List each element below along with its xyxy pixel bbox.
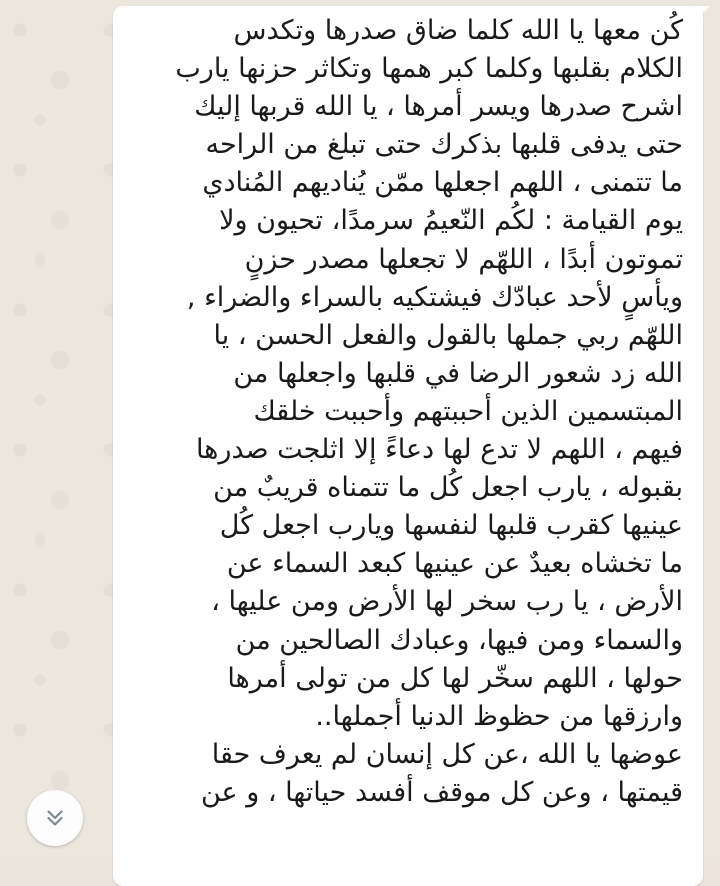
message-line: المبتسمين الذين أحببتهم وأحببت خلقك: [253, 395, 683, 427]
message-bubble[interactable]: [113, 6, 703, 886]
message-line: فيهم ، اللهم لا تدع لها دعاءً إلا اثلجت صدرها: [195, 434, 683, 466]
message-line: عوضها يا الله ،عن كل إنسان لم يعرف حقا: [211, 738, 683, 770]
message-text: [125, 12, 683, 812]
message-line: عينيها كقرب قلبها لنفسها ويارب اجعل كُل: [219, 510, 683, 542]
message-line: حولها ، اللهم سخّر لها كل من تولى أمرها: [227, 662, 683, 694]
message-line: اشرح صدرها ويسر أمرها ، يا الله قربها إليك: [194, 91, 683, 123]
message-line: الله زد شعور الرضا في قلبها واجعلها من: [233, 357, 683, 389]
scroll-to-bottom-button[interactable]: [27, 790, 83, 846]
message-line: الأرض ، يا رب سخر لها الأرض ومن عليها ،: [211, 586, 683, 618]
message-line: اللهّم ربي جملها بالقول والفعل الحسن ، يا: [213, 319, 683, 351]
message-line: ما تخشاه بعيدٌ عن عينيها كبعد السماء عن: [226, 548, 683, 580]
message-line: كُن معها يا الله كلما ضاق صدرها وتكدس: [233, 15, 683, 46]
message-line: بقبوله ، يارب اجعل كُل ما تتمناه قريبٌ من: [213, 472, 683, 504]
message-line: يوم القيامة : لكُم النّعيمُ سرمدًا، تحيون ولا: [219, 205, 683, 237]
message-line: ويأسٍ لأحد عبادّك فيشتكيه بالسراء والضراء ,: [186, 281, 683, 313]
message-line: تموتون أبدًا ، اللهّم لا تجعلها مصدر حزنٍ: [244, 243, 683, 275]
message-line: والسماء ومن فيها، وعبادك الصالحين من: [235, 624, 683, 656]
message-line: قيمتها ، وعن كل موقف أفسد حياتها ، و عن: [200, 776, 683, 808]
message-line: وارزقها من حظوظ الدنيا أجملها..: [315, 700, 683, 732]
chevron-double-down-icon: [42, 805, 68, 831]
message-line: حتى يدفى قلبها بذكرك حتى تبلغ من الراحه: [205, 129, 683, 161]
message-line: ما تتمنى ، اللهم اجعلها ممّن يُناديهم المُنادي: [202, 167, 683, 199]
message-line: الكلام بقلبها وكلما كبر همها وتكاثر حزنها يارب: [175, 53, 683, 85]
